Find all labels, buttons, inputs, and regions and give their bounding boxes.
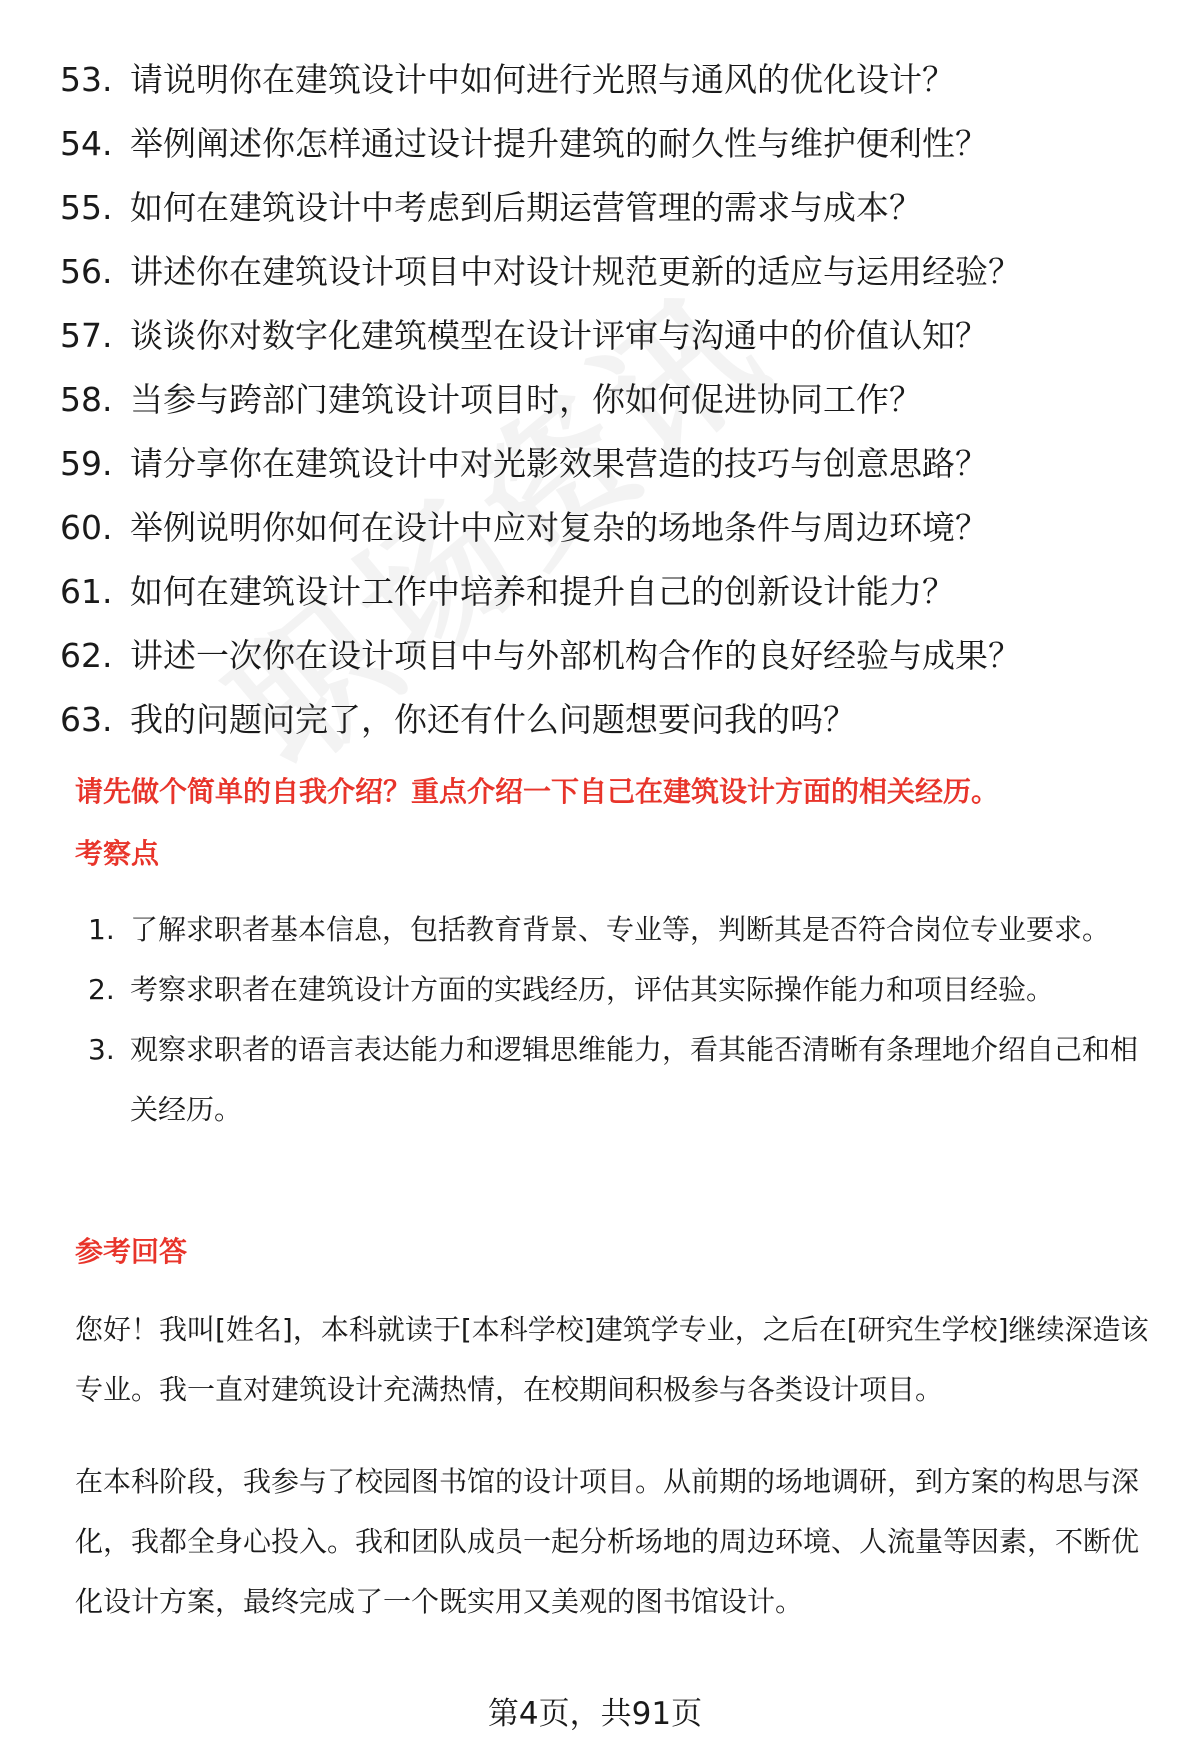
list-item — [60, 112, 1160, 176]
answer-paragraph: 您好！我叫[姓名]，本科就读于[本科学校]建筑学专业，之后在[研究生学校]继续深造该专业。我一直对建筑设计充满热情，在校期间积极参与各类设计项目。 — [75, 1313, 1149, 1406]
question-text: 如何在建筑设计中考虑到后期运营管理的需求与成本？ — [130, 188, 922, 227]
point-number: 1. — [88, 913, 115, 946]
question-text: 谈谈你对数字化建筑模型在设计评审与沟通中的价值认知？ — [130, 316, 988, 355]
list-item — [60, 368, 1160, 432]
list-item — [60, 48, 1160, 112]
question-number: 54. — [60, 124, 113, 163]
question-number: 58. — [60, 380, 113, 419]
list-item — [60, 176, 1160, 240]
list-item — [60, 688, 1160, 752]
assessment-heading: 考察点 — [75, 837, 160, 870]
question-number: 59. — [60, 444, 113, 483]
list-item — [60, 432, 1160, 496]
question-list — [60, 48, 1160, 752]
question-number: 63. — [60, 700, 113, 739]
list-item — [60, 240, 1160, 304]
question-number: 57. — [60, 316, 113, 355]
question-text: 讲述一次你在设计项目中与外部机构合作的良好经验与成果？ — [130, 636, 1021, 675]
question-number: 60. — [60, 508, 113, 547]
question-number: 55. — [60, 188, 113, 227]
point-text: 考察求职者在建筑设计方面的实践经历，评估其实际操作能力和项目经验。 — [130, 973, 1055, 1006]
page-number: 第4页，共91页 — [487, 1696, 703, 1732]
list-item — [88, 960, 1158, 1020]
list-item — [88, 1020, 1158, 1140]
question-text: 举例说明你如何在设计中应对复杂的场地条件与周边环境？ — [130, 508, 988, 547]
answer-paragraph: 在本科阶段，我参与了校园图书馆的设计项目。从前期的场地调研，到方案的构思与深化，我都全身心投入。我和团队成员一起分析场地的周边环境、人流量等因素，不断优化设计方案，最终完成了一个既实用又美观的图书馆设计。 — [75, 1465, 1140, 1618]
assessment-list — [88, 900, 1158, 1140]
question-text: 如何在建筑设计工作中培养和提升自己的创新设计能力？ — [130, 572, 955, 611]
question-number: 62. — [60, 636, 113, 675]
point-text: 观察求职者的语言表达能力和逻辑思维能力，看其能否清晰有条理地介绍自己和相关经历。 — [130, 1033, 1139, 1126]
question-text: 当参与跨部门建筑设计项目时，你如何促进协同工作？ — [130, 380, 922, 419]
question-text: 请说明你在建筑设计中如何进行光照与通风的优化设计？ — [130, 60, 955, 99]
point-text: 了解求职者基本信息，包括教育背景、专业等，判断其是否符合岗位专业要求。 — [130, 913, 1111, 946]
question-text: 讲述你在建筑设计项目中对设计规范更新的适应与运用经验？ — [130, 252, 1021, 291]
point-number: 3. — [88, 1033, 115, 1066]
question-number: 56. — [60, 252, 113, 291]
list-item — [60, 496, 1160, 560]
question-number: 61. — [60, 572, 113, 611]
answer-heading: 参考回答 — [75, 1235, 188, 1268]
list-item — [60, 304, 1160, 368]
section-question-heading: 请先做个简单的自我介绍？重点介绍一下自己在建筑设计方面的相关经历。 — [75, 775, 1000, 808]
list-item — [60, 624, 1160, 688]
question-number: 53. — [60, 60, 113, 99]
list-item — [60, 560, 1160, 624]
question-text: 请分享你在建筑设计中对光影效果营造的技巧与创意思路？ — [130, 444, 988, 483]
question-text: 举例阐述你怎样通过设计提升建筑的耐久性与维护便利性？ — [130, 124, 988, 163]
list-item — [88, 900, 1158, 960]
question-text: 我的问题问完了，你还有什么问题想要问我的吗？ — [130, 700, 856, 739]
point-number: 2. — [88, 973, 115, 1006]
